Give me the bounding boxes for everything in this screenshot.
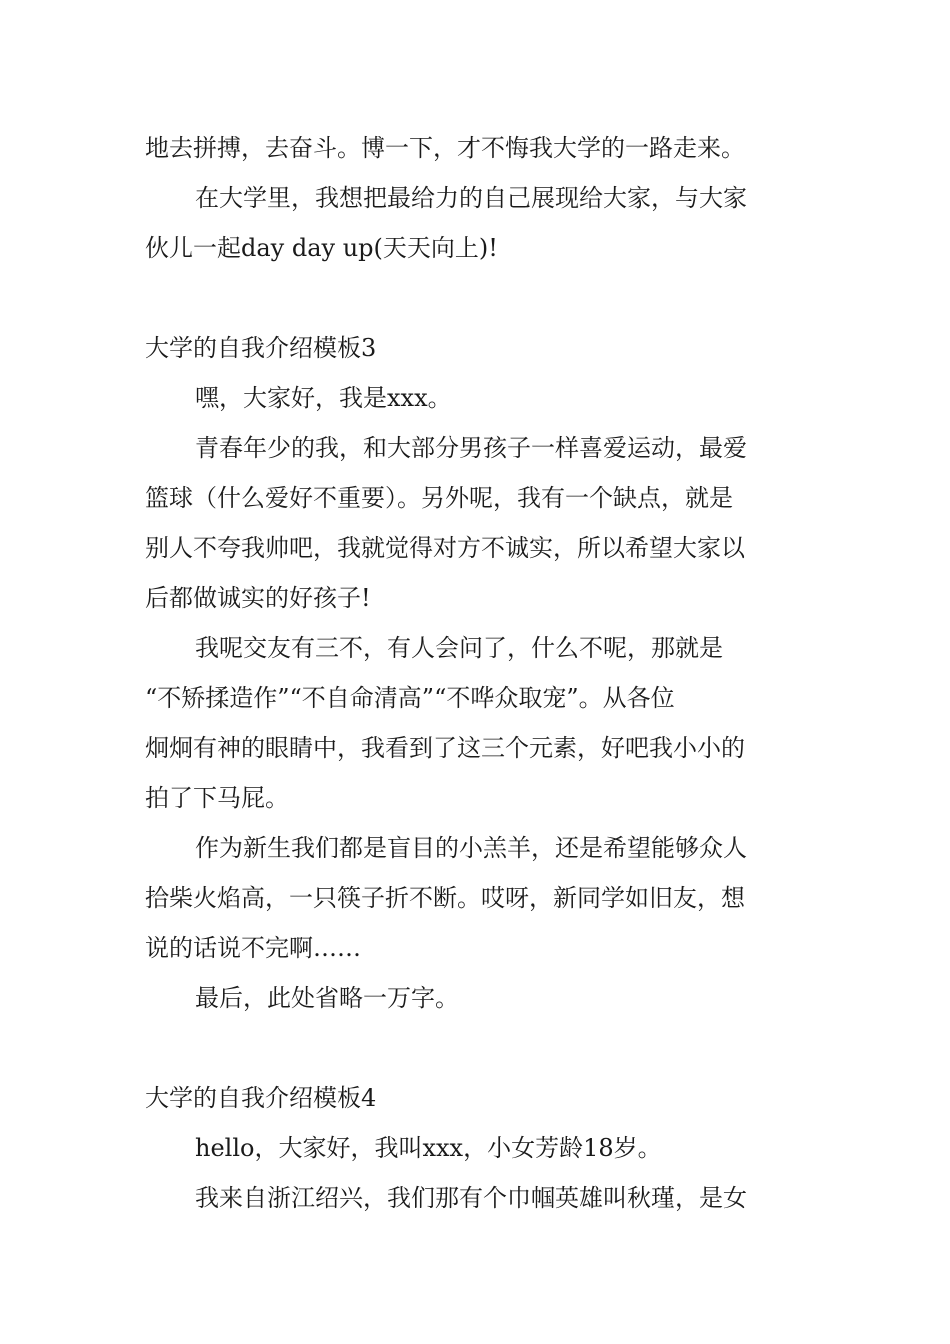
text-line: 说的话说不完啊…… [145, 934, 361, 962]
paragraph-first-line: 我来自浙江绍兴，我们那有个巾帼英雄叫秋瑾，是女 [195, 1184, 747, 1212]
text-line: 拾柴火焰高，一只筷子折不断。哎呀，新同学如旧友，想 [145, 884, 745, 912]
paragraph-first-line: 最后，此处省略一万字。 [195, 984, 459, 1012]
text-line: 别人不夸我帅吧，我就觉得对方不诚实，所以希望大家以 [145, 534, 745, 562]
text-line: 伙儿一起day day up(天天向上)! [145, 234, 498, 262]
paragraph-first-line: 在大学里，我想把最给力的自己展现给大家，与大家 [195, 184, 747, 212]
section-heading-template-3: 大学的自我介绍模板3 [145, 334, 377, 362]
text-line: 篮球（什么爱好不重要）。另外呢，我有一个缺点，就是 [145, 484, 733, 512]
paragraph-first-line: hello，大家好，我叫xxx，小女芳龄18岁。 [195, 1134, 662, 1162]
paragraph-first-line: 我呢交友有三不，有人会问了，什么不呢，那就是 [195, 634, 723, 662]
text-line: 地去拼搏，去奋斗。博一下，才不悔我大学的一路走来。 [145, 134, 745, 162]
text-line: “不矫揉造作”“不自命清高”“不哗众取宠”。从各位 [145, 684, 675, 712]
paragraph-first-line: 青春年少的我，和大部分男孩子一样喜爱运动，最爱 [195, 434, 747, 462]
text-line: 炯炯有神的眼睛中，我看到了这三个元素，好吧我小小的 [145, 734, 745, 762]
text-line: 拍了下马屁。 [145, 784, 289, 812]
paragraph-first-line: 嘿，大家好，我是xxx。 [195, 384, 452, 412]
text-line: 后都做诚实的好孩子! [145, 584, 371, 612]
section-heading-template-4: 大学的自我介绍模板4 [145, 1084, 377, 1112]
paragraph-first-line: 作为新生我们都是盲目的小羔羊，还是希望能够众人 [195, 834, 747, 862]
